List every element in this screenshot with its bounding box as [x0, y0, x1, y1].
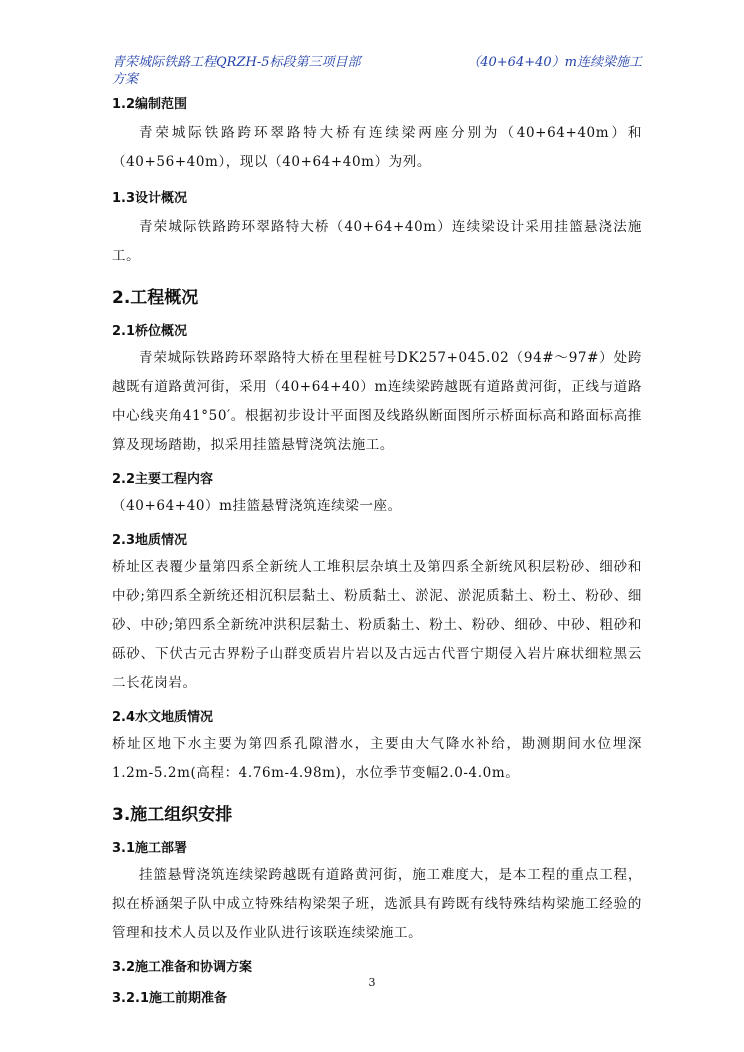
- header-project-title: 青荣城际铁路工程QRZH-5标段第三项目部方案: [112, 55, 361, 87]
- document-body: [112, 90, 642, 1006]
- paragraph-3-1: 挂篮悬臂浇筑连续梁跨越既有道路黄河街，施工难度大，是本工程的重点工程，拟在桥涵架子队中成立特殊结构梁架子班，选派具有跨既有线特殊结构梁施工经验的管理和技术人员以及作业队进行该联连续梁施工。: [112, 867, 642, 941]
- heading-3-2-1: 3.2.1施工前期准备: [112, 991, 228, 1006]
- paragraph-2-4: 桥址区地下水主要为第四系孔隙潜水，主要由大气降水补给，勘测期间水位埋深1.2m-5.2m(高程：4.76m-4.98m)，水位季节变幅2.0-4.0m。: [112, 736, 642, 781]
- paragraph-1-3: 青荣城际铁路跨环翠路特大桥（40+64+40m）连续梁设计采用挂篮悬浇法施工。: [112, 219, 642, 264]
- header-document-title: （40+64+40）m连续梁施工: [467, 55, 642, 70]
- paragraph-2-1: 青荣城际铁路跨环翠路特大桥在里程桩号DK257+045.02（94#～97#）处跨越既有道路黄河街，采用（40+64+40）m连续梁跨越既有道路黄河街，正线与道路中心线夹角41°50′。根据初步设计平面图及线路纵断面图所示桥面标高和路面标高推算及现场踏勘，拟采用挂篮悬臂浇筑法施工。: [112, 350, 642, 453]
- paragraph-2-3: 桥址区表覆少量第四系全新统人工堆积层杂填土及第四系全新统风积层粉砂、细砂和中砂;第四系全新统还相沉积层黏土、粉质黏土、淤泥、淤泥质黏土、粉土、粉砂、细砂、中砂;第四系全新统冲洪积层黏土、粉质黏土、粉土、粉砂、细砂、中砂、粗砂和砾砂、下伏古元古界粉子山群变质岩片岩以及古远古代晋宁期侵入岩片麻状细粒黑云二长花岗岩。: [112, 559, 642, 691]
- paragraph-1-2: 青荣城际铁路跨环翠路特大桥有连续梁两座分别为（40+64+40m）和（40+56+40m），现以（40+64+40m）为列。: [112, 125, 642, 170]
- heading-2-4: 2.4水文地质情况: [112, 710, 214, 725]
- paragraph-2-2: （40+64+40）m挂篮悬臂浇筑连续梁一座。: [112, 498, 402, 514]
- page-number: 3: [368, 976, 376, 989]
- heading-1-3: 1.3设计概况: [112, 191, 188, 206]
- heading-2-3: 2.3地质情况: [112, 533, 188, 548]
- heading-1-2: 1.2编制范围: [112, 97, 188, 112]
- heading-3: 3.施工组织安排: [112, 805, 233, 825]
- heading-3-1: 3.1施工部署: [112, 841, 188, 856]
- heading-2-2: 2.2主要工程内容: [112, 472, 214, 487]
- heading-2-1: 2.1桥位概况: [112, 324, 188, 339]
- heading-3-2: 3.2施工准备和协调方案: [112, 960, 253, 975]
- heading-2: 2.工程概况: [112, 288, 199, 308]
